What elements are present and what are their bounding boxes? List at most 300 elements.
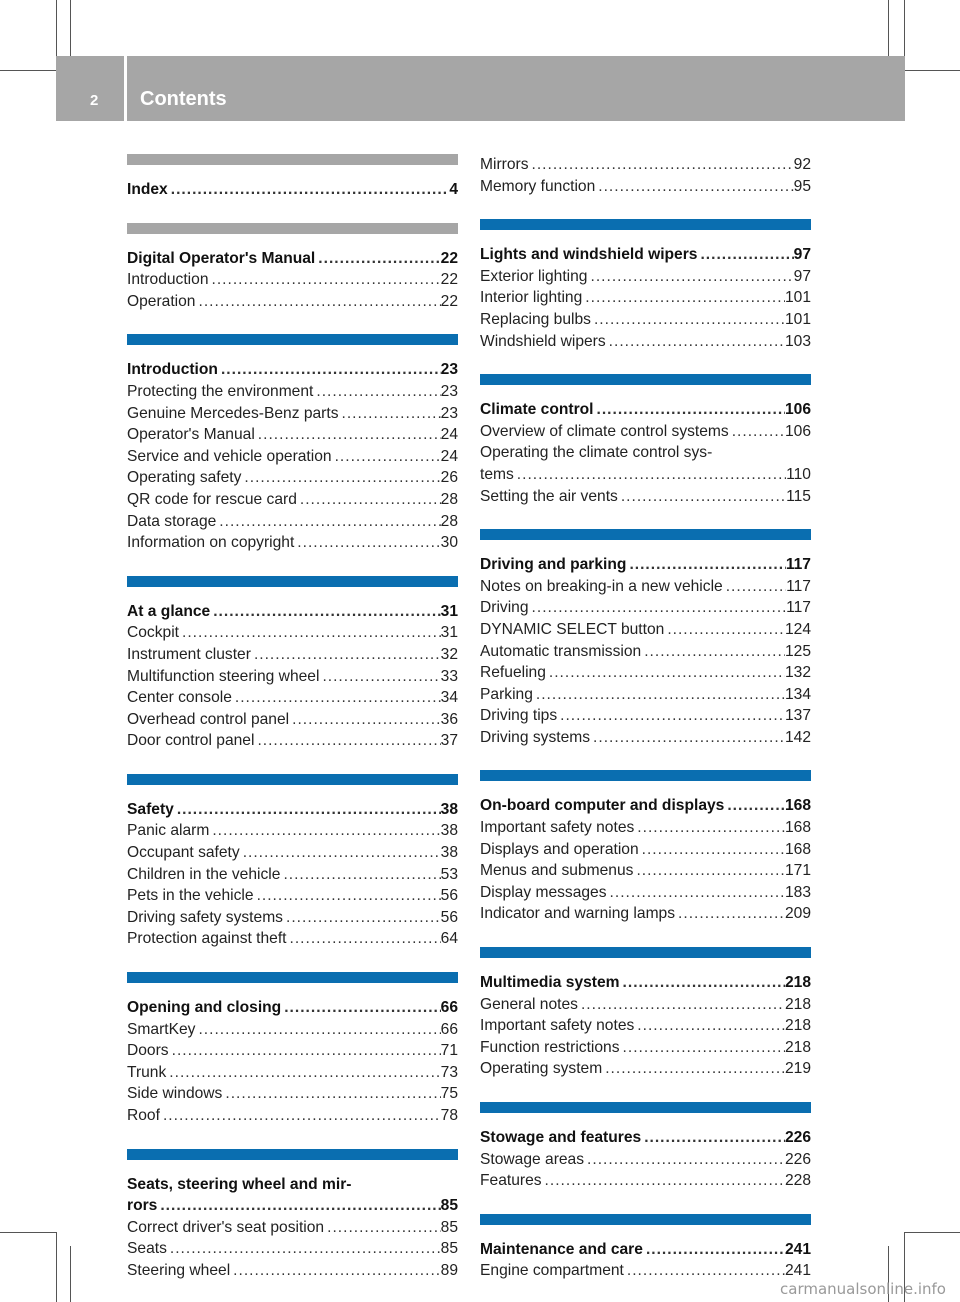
toc-entry[interactable]: [480, 839, 811, 861]
toc-entry-label: Children in the vehicle: [127, 865, 281, 883]
dot-leader: [678, 903, 785, 925]
dot-leader: [581, 994, 785, 1016]
crop-mark: [905, 1232, 960, 1233]
toc-entry[interactable]: [127, 1105, 458, 1127]
toc-entry-label: Protection against theft: [127, 930, 287, 948]
toc-entry[interactable]: [480, 464, 811, 486]
toc-entry-page: 28: [440, 512, 458, 530]
section-heading-label: Driving and parking: [480, 556, 627, 574]
section-heading-label: Index: [127, 181, 168, 198]
dot-leader: [177, 799, 441, 821]
crop-mark: [56, 0, 57, 56]
section-heading-label: Lights and windshield wipers: [480, 246, 698, 264]
toc-entry-page: 168: [784, 840, 811, 858]
dot-leader: [198, 291, 440, 313]
toc-entry-page: 22: [440, 271, 458, 289]
toc-entry[interactable]: [127, 820, 458, 842]
dot-leader: [532, 597, 787, 619]
toc-entry[interactable]: [127, 1083, 458, 1105]
toc-entry-label: Operating safety: [127, 469, 242, 487]
section-heading-label: Climate control: [480, 401, 594, 419]
toc-entry-page: 73: [440, 1063, 458, 1081]
toc-entry-page: 31: [440, 624, 458, 642]
dot-leader: [587, 1149, 785, 1171]
toc-entry[interactable]: [480, 1015, 811, 1037]
section-heading[interactable]: [480, 244, 811, 266]
toc-entry-page: 26: [440, 469, 458, 487]
toc-section: [480, 947, 811, 1080]
toc-entry[interactable]: [480, 684, 811, 706]
section-heading-page: 168: [784, 797, 811, 815]
dot-leader: [169, 1062, 440, 1084]
toc-entry[interactable]: [127, 730, 458, 752]
dot-leader: [163, 1105, 441, 1127]
dot-leader: [198, 1019, 440, 1041]
toc-entry-label: SmartKey: [127, 1020, 196, 1038]
section-heading[interactable]: [127, 1195, 458, 1217]
section-bar: [480, 529, 811, 540]
toc-entry-page: 95: [793, 177, 811, 195]
section-heading-label: Multimedia system: [480, 974, 620, 992]
toc-entry-label: Windshield wipers: [480, 332, 606, 350]
section-heading-page: 117: [785, 556, 811, 574]
toc-entry-page: 24: [440, 447, 458, 465]
section-heading[interactable]: [480, 1127, 811, 1149]
toc-entry-label: Genuine Mercedes-Benz parts: [127, 404, 339, 422]
toc-entry-page: 183: [784, 883, 811, 901]
toc-entry[interactable]: [480, 641, 811, 663]
toc-entry[interactable]: [480, 817, 811, 839]
toc-entry-page: 85: [440, 1240, 458, 1258]
toc-entry-page: 30: [440, 534, 458, 552]
toc-section: [480, 219, 811, 352]
dot-leader: [585, 287, 785, 309]
dot-leader: [732, 421, 785, 443]
toc-entry-label: Engine compartment: [480, 1262, 624, 1280]
section-bar: [127, 972, 458, 983]
toc-entry[interactable]: [480, 1260, 811, 1282]
toc-entry-label: General notes: [480, 995, 578, 1013]
section-heading-label: Stowage and features: [480, 1129, 642, 1146]
section-heading[interactable]: [480, 795, 811, 817]
toc-entry-page: 209: [784, 905, 811, 923]
toc-entry-page: 78: [440, 1107, 458, 1124]
toc-entry-page: 23: [440, 404, 458, 422]
toc-right-column: [480, 154, 811, 1302]
toc-entry-label: Function restrictions: [480, 1038, 620, 1056]
dot-leader: [644, 641, 785, 663]
toc-entry[interactable]: [480, 994, 811, 1016]
toc-entry-label: Indicator and warning lamps: [480, 905, 676, 923]
toc-entry-label: Overview of climate control systems: [480, 422, 729, 440]
dot-leader: [605, 1058, 785, 1080]
toc-entry[interactable]: [127, 489, 458, 511]
toc-entry-page: 125: [784, 642, 811, 660]
dot-leader: [290, 928, 441, 950]
page-number: 2: [90, 92, 99, 109]
dot-leader: [318, 248, 440, 270]
dot-leader: [560, 705, 785, 727]
toc-entry-label: Automatic transmission: [480, 642, 642, 660]
toc-entry-label: Service and vehicle operation: [127, 447, 332, 465]
toc-entry-page: 106: [784, 422, 811, 440]
section-heading[interactable]: [127, 799, 458, 821]
dot-leader: [284, 997, 440, 1019]
toc-entry[interactable]: [480, 1170, 811, 1192]
section-heading[interactable]: [127, 248, 458, 270]
toc-entry-label: Center console: [127, 689, 232, 707]
toc-entry-label: Door control panel: [127, 732, 255, 750]
section-bar: [480, 1214, 811, 1225]
dot-leader: [257, 730, 440, 752]
toc-entry-label: Introduction: [127, 271, 209, 289]
dot-leader: [727, 795, 785, 817]
toc-entry-label: tems: [480, 465, 514, 483]
section-heading-page: 226: [784, 1129, 811, 1146]
section-heading-page: 218: [784, 974, 811, 992]
toc-entry-label: Stowage areas: [480, 1150, 585, 1168]
toc-entry[interactable]: [127, 467, 458, 489]
toc-entry-page: 117: [786, 599, 811, 617]
toc-entry[interactable]: [480, 860, 811, 882]
toc-entry[interactable]: [480, 154, 811, 176]
toc-entry-page: 218: [784, 1017, 811, 1035]
dot-leader: [726, 576, 786, 598]
toc-entry-page: 101: [784, 289, 811, 307]
toc-entry[interactable]: [480, 1058, 811, 1080]
dot-leader: [219, 511, 440, 533]
toc-entry-label: Important safety notes: [480, 1017, 635, 1035]
toc-entry-page: 92: [793, 156, 811, 173]
section-heading-page: 38: [440, 800, 458, 818]
dot-leader: [621, 486, 786, 508]
toc-entry-label: Protecting the environment: [127, 382, 314, 400]
toc-entry[interactable]: [127, 709, 458, 731]
dot-leader: [646, 1239, 785, 1261]
toc-entry-page: 219: [784, 1060, 811, 1078]
toc-entry-page: 132: [784, 664, 811, 682]
toc-entry[interactable]: [127, 885, 458, 907]
toc-entry[interactable]: [127, 511, 458, 533]
toc-entry-page: 226: [784, 1150, 811, 1168]
section-heading-line1[interactable]: Seats, steering wheel and mir-: [127, 1175, 352, 1193]
toc-entry-page: 64: [440, 930, 458, 948]
dot-leader: [257, 885, 441, 907]
toc-entry[interactable]: [127, 1019, 458, 1041]
section-bar: [127, 774, 458, 785]
toc-entry-page: 23: [440, 382, 458, 400]
toc-entry[interactable]: [127, 1062, 458, 1084]
toc-entry[interactable]: [480, 662, 811, 684]
toc-entry[interactable]: [127, 269, 458, 291]
dot-leader: [644, 1127, 785, 1149]
section-heading-label: On-board computer and displays: [480, 797, 725, 815]
section-heading-page: 241: [784, 1240, 811, 1258]
toc-entry[interactable]: [127, 291, 458, 313]
toc-entry-label: Setting the air vents: [480, 487, 618, 505]
toc-entry-label: Menus and submenus: [480, 862, 634, 880]
section-heading[interactable]: [127, 601, 458, 623]
dot-leader: [233, 1260, 440, 1282]
toc-entry[interactable]: [480, 882, 811, 904]
section-heading[interactable]: [127, 179, 458, 201]
section-heading[interactable]: [480, 399, 811, 421]
section-heading-label: Maintenance and care: [480, 1240, 643, 1258]
toc-entry-label: Information on copyright: [127, 534, 295, 552]
toc-entry-page: 171: [784, 862, 811, 880]
dot-leader: [517, 464, 786, 486]
dot-leader: [597, 399, 785, 421]
toc-entry-label: Display messages: [480, 883, 607, 901]
section-heading-label: Opening and closing: [127, 999, 282, 1017]
dot-leader: [609, 331, 785, 353]
toc-entry-page: 228: [784, 1172, 811, 1190]
toc-entry-label: Side windows: [127, 1085, 223, 1103]
section-bar: [127, 154, 458, 165]
toc-entry-page: 66: [440, 1020, 458, 1038]
toc-entry[interactable]: [127, 1040, 458, 1062]
crop-mark: [56, 1232, 57, 1302]
dot-leader: [171, 179, 450, 201]
toc-section: [127, 972, 458, 1127]
dot-leader: [629, 554, 785, 576]
section-heading-page: 85: [440, 1197, 458, 1215]
toc-entry-page: 56: [440, 887, 458, 905]
toc-entry-page: 33: [440, 667, 458, 685]
toc-entry[interactable]: [127, 644, 458, 666]
toc-entry-page: 218: [784, 995, 811, 1013]
toc-entry[interactable]: [480, 176, 811, 198]
toc-entry-page: 38: [440, 822, 458, 840]
toc-entry[interactable]: [127, 622, 458, 644]
dot-leader: [213, 601, 440, 623]
toc-entry[interactable]: [480, 597, 811, 619]
section-heading-page: 66: [440, 999, 458, 1017]
crop-mark: [70, 0, 71, 56]
toc-entry-line1[interactable]: Operating the climate control sys-: [480, 444, 713, 462]
dot-leader: [637, 817, 785, 839]
toc-entry-label: Overhead control panel: [127, 710, 290, 728]
toc-entry-label: QR code for rescue card: [127, 490, 297, 508]
crop-mark: [905, 70, 960, 71]
toc-entry-label: Driving: [480, 599, 529, 617]
toc-entry-label: DYNAMIC SELECT button: [480, 620, 665, 638]
toc-entry-label: Pets in the vehicle: [127, 887, 254, 905]
dot-leader: [235, 687, 441, 709]
toc-entry-page: 134: [784, 685, 811, 703]
dot-leader: [160, 1195, 440, 1217]
toc-entry[interactable]: [127, 687, 458, 709]
toc-entry[interactable]: [127, 532, 458, 554]
section-heading[interactable]: [480, 1239, 811, 1261]
toc-entry-page: 101: [784, 310, 811, 328]
toc-entry[interactable]: [480, 903, 811, 925]
toc-entry[interactable]: [480, 576, 811, 598]
section-heading-page: 4: [449, 181, 458, 198]
toc-entry[interactable]: [127, 1217, 458, 1239]
section-bar: [480, 947, 811, 958]
toc-section: [480, 529, 811, 748]
toc-entry[interactable]: [127, 928, 458, 950]
section-bar: [480, 1102, 811, 1113]
section-heading-label: Digital Operator's Manual: [127, 249, 316, 267]
toc-entry-label: Important safety notes: [480, 819, 635, 837]
section-heading-label: rors: [127, 1197, 158, 1215]
toc-entry-label: Operation: [127, 292, 196, 310]
toc-entry-label: Doors: [127, 1042, 169, 1060]
watermark: carmanualsonline.info: [780, 1280, 946, 1298]
toc-entry[interactable]: [127, 424, 458, 446]
toc-entry-label: Driving tips: [480, 707, 558, 725]
toc-entry-label: Steering wheel: [127, 1261, 231, 1279]
toc-entry[interactable]: [480, 705, 811, 727]
dot-leader: [292, 709, 441, 731]
dot-leader: [342, 403, 441, 425]
toc-entry[interactable]: [127, 1238, 458, 1260]
dot-leader: [593, 727, 785, 749]
dot-leader: [590, 266, 793, 288]
toc-entry-page: 89: [440, 1261, 458, 1279]
toc-entry-page: 85: [440, 1218, 458, 1236]
toc-entry-label: Correct driver's seat position: [127, 1218, 325, 1236]
section-heading-label: At a glance: [127, 602, 211, 620]
toc-entry[interactable]: [480, 266, 811, 288]
toc-entry-label: Instrument cluster: [127, 645, 251, 663]
toc-entry[interactable]: [127, 446, 458, 468]
dot-leader: [182, 622, 441, 644]
toc-entry[interactable]: [480, 421, 811, 443]
section-heading-label: Introduction: [127, 361, 218, 379]
dot-leader: [623, 972, 785, 994]
toc-entry-label: Driving safety systems: [127, 908, 283, 926]
section-bar: [480, 219, 811, 230]
dot-leader: [642, 839, 785, 861]
toc-entry-page: 71: [440, 1042, 458, 1060]
toc-entry-page: 38: [440, 844, 458, 862]
toc-entry-label: Exterior lighting: [480, 267, 588, 285]
dot-leader: [637, 1015, 785, 1037]
dot-leader: [335, 446, 441, 468]
toc-entry[interactable]: [480, 486, 811, 508]
toc-entry-label: Panic alarm: [127, 822, 210, 840]
section-heading-page: 97: [793, 246, 811, 264]
dot-leader: [316, 381, 440, 403]
toc-entry-label: Driving systems: [480, 728, 591, 746]
toc-entry-page: 36: [440, 710, 458, 728]
toc-entry-label: Features: [480, 1172, 542, 1190]
dot-leader: [221, 359, 441, 381]
toc-entry-page: 168: [784, 819, 811, 837]
toc-entry[interactable]: [480, 619, 811, 641]
toc-entry[interactable]: [127, 381, 458, 403]
dot-leader: [243, 842, 441, 864]
toc-entry[interactable]: [480, 331, 811, 353]
toc-entry-label: Seats: [127, 1240, 167, 1258]
toc-section: [480, 1214, 811, 1282]
dot-leader: [594, 309, 785, 331]
toc-entry-page: 28: [440, 490, 458, 508]
toc-entry-label: Data storage: [127, 512, 217, 530]
section-bar: [127, 334, 458, 345]
dot-leader: [170, 1238, 441, 1260]
toc-entry-page: 241: [784, 1262, 811, 1280]
section-heading-page: 23: [440, 361, 458, 379]
page-title: Contents: [140, 88, 227, 110]
dot-leader: [700, 244, 793, 266]
toc-entry[interactable]: [127, 842, 458, 864]
toc-entry-label: Multifunction steering wheel: [127, 667, 320, 685]
dot-leader: [244, 467, 440, 489]
header-divider: [124, 56, 127, 121]
dot-leader: [532, 154, 794, 176]
dot-leader: [258, 424, 441, 446]
dot-leader: [172, 1040, 441, 1062]
section-heading[interactable]: [127, 997, 458, 1019]
dot-leader: [225, 1083, 440, 1105]
toc-entry[interactable]: [480, 727, 811, 749]
dot-leader: [598, 176, 793, 198]
toc-entry-page: 97: [793, 267, 811, 285]
toc-entry[interactable]: [127, 403, 458, 425]
section-heading-page: 31: [440, 602, 458, 620]
toc-entry[interactable]: [127, 864, 458, 886]
toc-section: [480, 154, 811, 197]
toc-entry-label: Mirrors: [480, 156, 529, 173]
toc-entry-label: Replacing bulbs: [480, 310, 591, 328]
crop-mark: [0, 70, 56, 71]
toc-entry-page: 22: [440, 292, 458, 310]
toc-entry-label: Refueling: [480, 664, 546, 682]
toc-entry-page: 75: [440, 1085, 458, 1103]
toc-section: [127, 774, 458, 950]
section-heading[interactable]: [480, 972, 811, 994]
toc-entry-page: 142: [784, 728, 811, 746]
toc-entry-page: 34: [440, 689, 458, 707]
toc-entry-page: 110: [786, 465, 811, 483]
section-bar: [127, 576, 458, 587]
section-heading[interactable]: [480, 554, 811, 576]
section-bar: [127, 1149, 458, 1160]
toc-entry[interactable]: [127, 907, 458, 929]
toc-section: [480, 770, 811, 925]
toc-section: [127, 1149, 458, 1282]
crop-mark: [888, 0, 889, 56]
dot-leader: [545, 1170, 785, 1192]
toc-entry-page: 218: [784, 1038, 811, 1056]
toc-section: [127, 334, 458, 553]
toc-entry-page: 117: [786, 577, 811, 595]
toc-entry-label: Memory function: [480, 177, 596, 195]
toc-entry-page: 124: [784, 620, 811, 638]
section-heading-label: Safety: [127, 800, 174, 818]
toc-entry[interactable]: [127, 1260, 458, 1282]
toc-entry[interactable]: [480, 309, 811, 331]
dot-leader: [636, 860, 785, 882]
toc-entry[interactable]: [127, 666, 458, 688]
toc-entry-page: 103: [784, 332, 811, 350]
dot-leader: [623, 1037, 785, 1059]
toc-entry[interactable]: [480, 1037, 811, 1059]
dot-leader: [283, 864, 440, 886]
crop-mark: [904, 0, 905, 56]
toc-entry-label: Operating system: [480, 1060, 603, 1078]
toc-entry[interactable]: [480, 287, 811, 309]
section-heading-page: 22: [440, 249, 458, 267]
toc-entry[interactable]: [480, 1149, 811, 1171]
section-bar: [127, 223, 458, 234]
toc-entry-page: 32: [440, 645, 458, 663]
section-heading[interactable]: [127, 359, 458, 381]
